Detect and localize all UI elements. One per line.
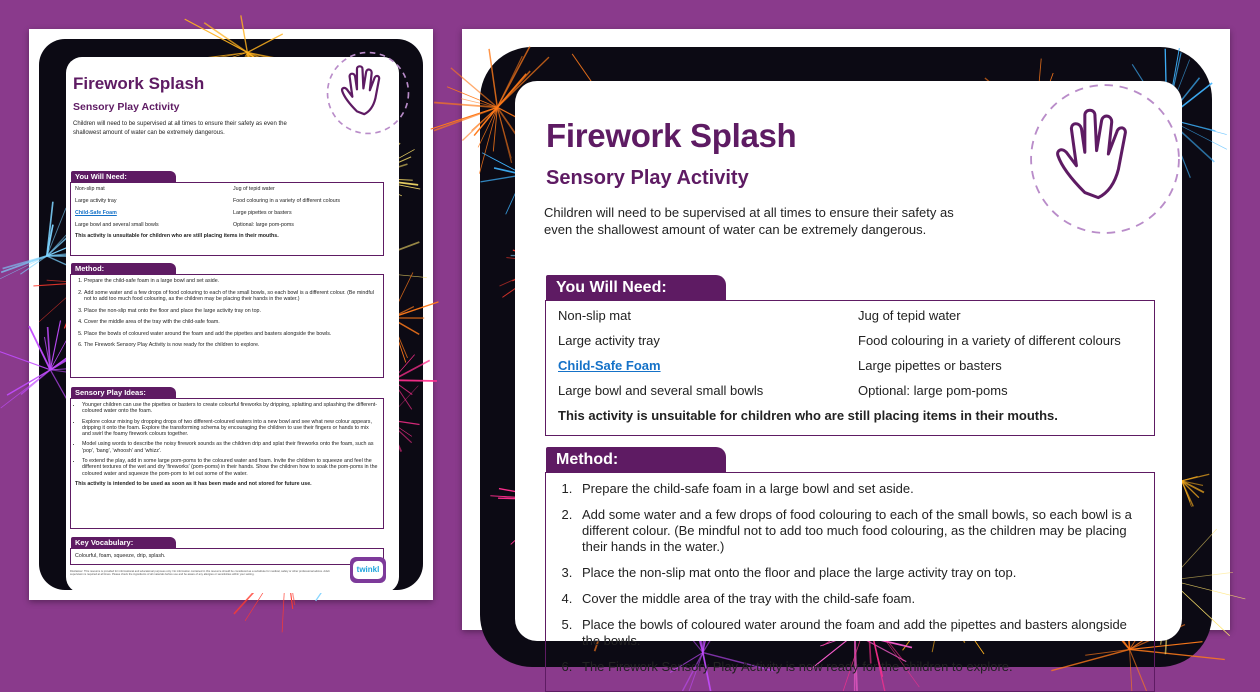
suitability-note: This activity is unsuitable for children who are still placing items in their mouths.	[75, 233, 379, 239]
method-step: 1. Prepare the child-safe foam in a large bowl and set aside.	[576, 481, 1142, 497]
firework-streak	[7, 370, 50, 395]
list-item: Jug of tepid water	[233, 186, 383, 192]
suitability-note: This activity is unsuitable for children who are still placing items in their mouths.	[558, 407, 1142, 424]
firework-streak	[462, 107, 497, 140]
disclaimer-text: Disclaimer: This resource is provided for informational and educational purposes only. No information contained in this resource should be considered as a substitute for medical, safety or other professional advice. Adult supervision is required at all times. Please check the ingredients of all materials before use and be aware of any allergies or sensitivities within your setting.	[70, 570, 340, 577]
twinkl-logo	[350, 557, 386, 583]
method-heading: Method:	[71, 263, 176, 274]
key-vocabulary-heading: Key Vocabulary:	[71, 537, 176, 548]
idea-item: • Model using words to describe the noisy firework sounds as the children drip and splat their fireworks onto the foam, such as 'pop', 'bang', 'whoosh' and 'whizz'.	[82, 441, 379, 454]
firework-streak	[50, 321, 60, 370]
method-step: 5. Place the bowls of coloured water around the foam and add the pipettes and basters alongside the bowls.	[576, 617, 1142, 649]
safety-intro: Children will need to be supervised at all times to ensure their safety as even the shallowest amount of water can be extremely dangerous.	[544, 204, 974, 238]
safety-intro: Children will need to be supervised at all times to ensure their safety as even the shallowest amount of water can be extremely dangerous.	[73, 120, 313, 138]
page-title: Firework Splash	[546, 117, 796, 155]
firework-streak	[185, 19, 248, 52]
method-box	[545, 472, 1155, 692]
firework-streak	[1, 370, 51, 408]
list-item: Large activity tray	[558, 332, 858, 349]
child-safe-foam-link[interactable]: Child-Safe Foam	[75, 210, 233, 216]
list-item: Large activity tray	[75, 198, 233, 204]
hand-icon	[1021, 75, 1189, 243]
idea-item: • To extend the play, add in some large pom-poms to the coloured water and foam. Invite the children to squeeze and feel the different textures of the wet and dry 'fireworks' (pom-poms) in their hands. Show the children how to soak the pom-poms in the coloured water and squeeze the pom-pom to let out some of the water.	[82, 458, 379, 477]
you-will-need-heading: You Will Need:	[71, 171, 176, 182]
thumbnail-content-panel	[66, 57, 399, 593]
method-step: 5. Place the bowls of coloured water around the foam and add the pipettes and basters alongside the bowls.	[84, 331, 379, 338]
firework-streak	[204, 23, 247, 53]
zoomed-content-panel	[515, 81, 1182, 641]
method-step: 2. Add some water and a few drops of food colouring to each of the small bowls, so each bowl is a different colour. (Be mindful not to add too much food colouring, as the children may be placing their hands in the water.)	[84, 290, 379, 303]
firework-streak	[497, 107, 511, 158]
list-item: Large bowl and several small bowls	[75, 222, 233, 228]
idea-item: • Younger children can use the pipettes or basters to create colourful fireworks by dripping, splatting and splashing the different-coloured water onto the foam.	[82, 402, 379, 415]
list-item: Food colouring in a variety of different colours	[233, 198, 383, 204]
you-will-need-box	[70, 182, 384, 256]
method-heading: Method:	[546, 447, 726, 473]
list-item: Non-slip mat	[75, 186, 233, 192]
list-item: Large pipettes or basters	[233, 210, 383, 216]
list-item: Optional: large pom-poms	[233, 222, 383, 228]
key-vocabulary-box	[70, 548, 384, 565]
idea-item: • Explore colour mixing by dropping drops of two different-coloured waters into a new bowl and see what new colour appears, dripping it onto the foam. Explore the transforming schema by encouraging the children to use their fingers or hands to mix and swirl the foamy firework colours together.	[82, 419, 379, 438]
method-step: 6. The Firework Sensory Play Activity is now ready for the children to explore.	[576, 659, 1142, 675]
page-zoomed	[462, 29, 1230, 630]
method-step: 2. Add some water and a few drops of food colouring to each of the small bowls, so each bowl is a different colour. (Be mindful not to add too much food colouring, as the children may be placing their hands in the water.)	[576, 507, 1142, 555]
method-step: 1. Prepare the child-safe foam in a large bowl and set aside.	[84, 278, 379, 285]
page-thumbnail	[29, 29, 433, 600]
firework-streak	[1182, 476, 1198, 480]
firework-streak	[247, 34, 282, 53]
firework-streak	[489, 49, 497, 107]
method-step: 3. Place the non-slip mat onto the floor and place the large activity tray on top.	[84, 308, 379, 315]
method-box	[70, 274, 384, 378]
list-item: Optional: large pom-poms	[858, 382, 1158, 399]
storage-note: This activity is intended to be used as soon as it has been made and not stored for future use.	[75, 481, 379, 487]
list-item: Non-slip mat	[558, 307, 858, 324]
method-step: 6. The Firework Sensory Play Activity is now ready for the children to explore.	[84, 342, 379, 349]
page-title: Firework Splash	[73, 74, 204, 94]
method-step: 4. Cover the middle area of the tray with the child-safe foam.	[84, 319, 379, 326]
firework-streak	[241, 15, 248, 52]
sensory-play-ideas-heading: Sensory Play Ideas:	[71, 387, 176, 398]
hand-icon	[322, 47, 414, 139]
page-subtitle: Sensory Play Activity	[73, 101, 179, 113]
brand-name: twinkl	[353, 561, 383, 579]
child-safe-foam-link[interactable]: Child-Safe Foam	[558, 357, 858, 374]
you-will-need-box	[545, 300, 1155, 436]
list-item: Jug of tepid water	[858, 307, 1158, 324]
method-step: 3. Place the non-slip mat onto the floor and place the large activity tray on top.	[576, 565, 1142, 581]
you-will-need-heading: You Will Need:	[546, 275, 726, 301]
method-step: 4. Cover the middle area of the tray with the child-safe foam.	[576, 591, 1142, 607]
page-subtitle: Sensory Play Activity	[546, 167, 749, 190]
list-item: Food colouring in a variety of different colours	[858, 332, 1158, 349]
sensory-play-ideas-box	[70, 398, 384, 529]
list-item: Large bowl and several small bowls	[558, 382, 858, 399]
list-item: Large pipettes or basters	[858, 357, 1158, 374]
firework-streak	[392, 380, 437, 381]
firework-streak	[20, 256, 46, 274]
key-vocabulary-text: Colourful, foam, squeeze, drip, splash.	[75, 553, 165, 559]
